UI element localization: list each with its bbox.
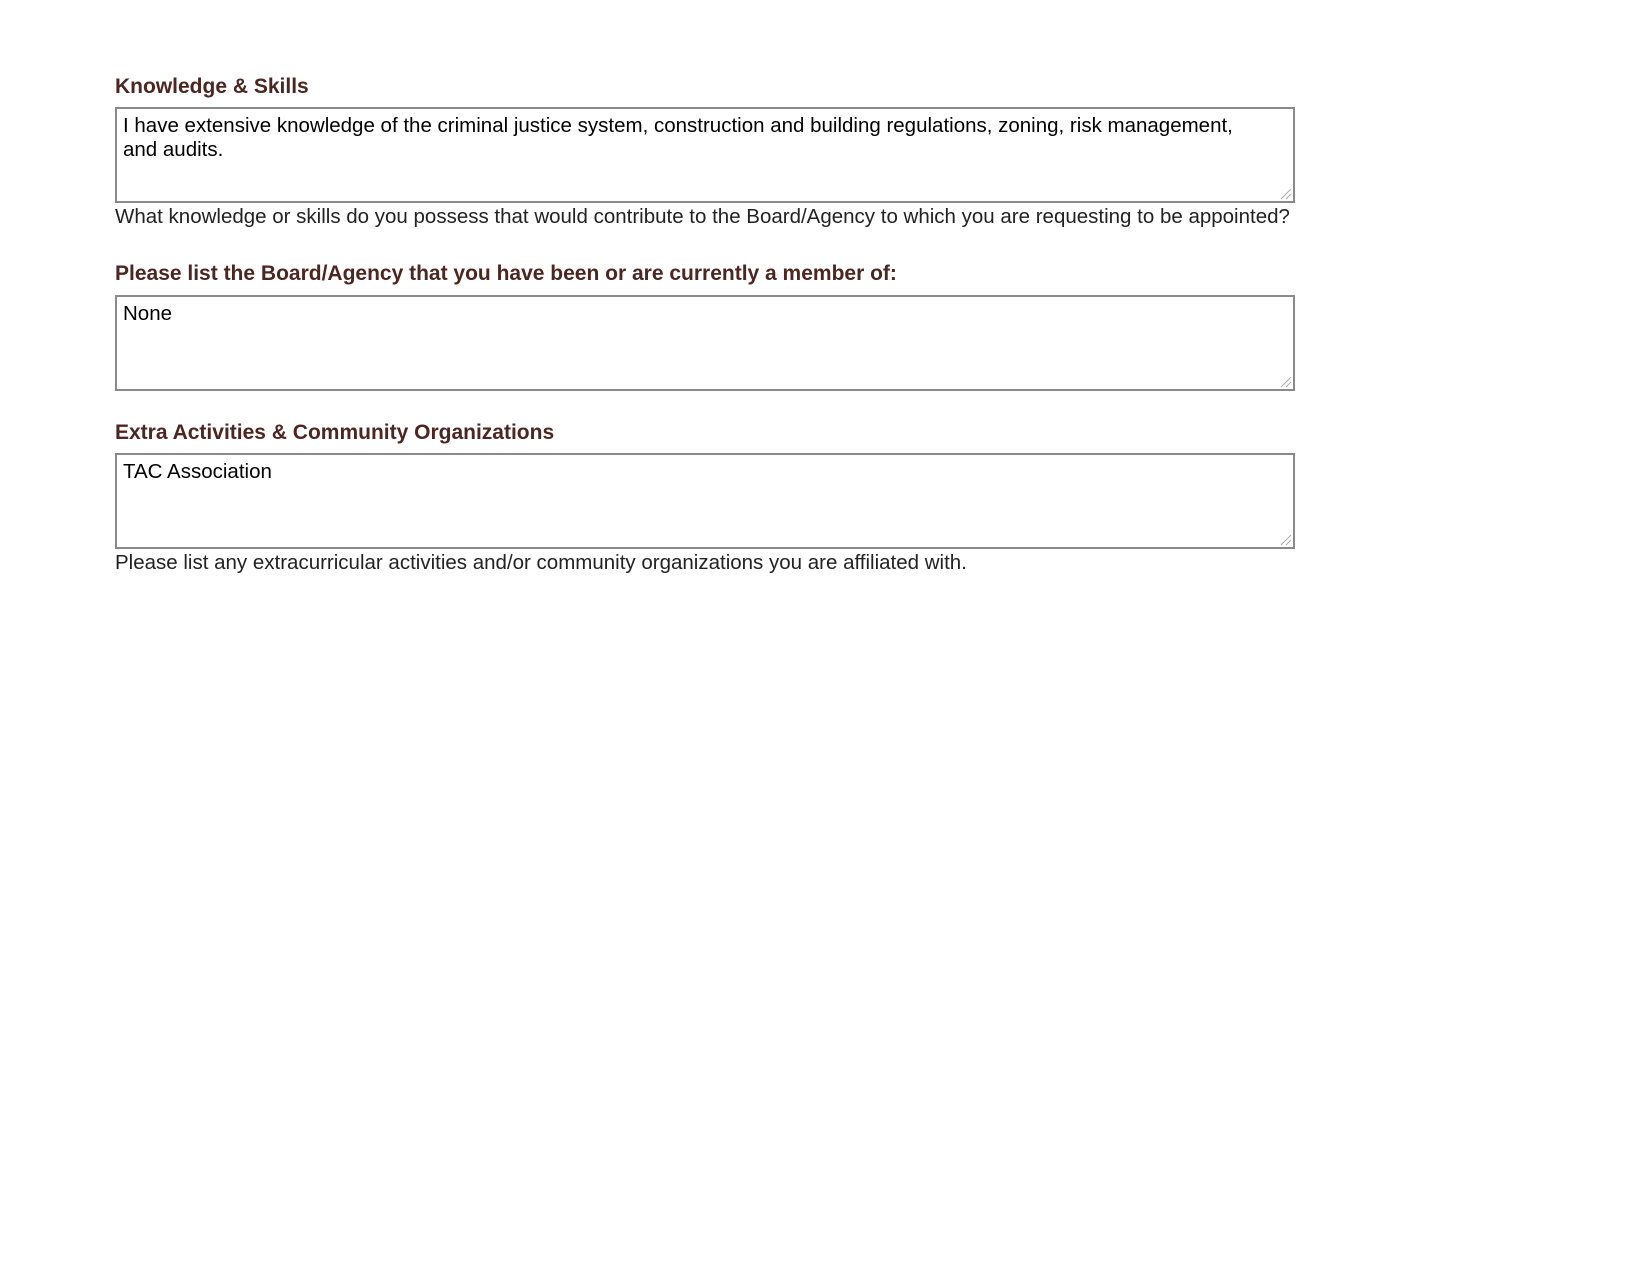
knowledge-skills-help-text: What knowledge or skills do you possess that would contribute to the Board/Agency to which you are requesting to be appointed? [115, 205, 1290, 228]
boards-agencies-textarea[interactable]: None [115, 295, 1295, 391]
extra-activities-textarea[interactable]: TAC Association [115, 453, 1295, 549]
extra-activities-label: Extra Activities & Community Organizations [115, 421, 555, 444]
resize-handle-icon[interactable] [1278, 186, 1292, 200]
knowledge-skills-label: Knowledge & Skills [115, 75, 309, 98]
extra-activities-help-text: Please list any extracurricular activities and/or community organizations you are affiliated with. [115, 551, 967, 574]
knowledge-skills-textarea[interactable]: I have extensive knowledge of the criminal justice system, construction and building regulations, zoning, risk management, and audits. [115, 107, 1295, 203]
boards-agencies-label: Please list the Board/Agency that you have been or are currently a member of: [115, 262, 897, 285]
resize-handle-icon[interactable] [1278, 532, 1292, 546]
resize-handle-icon[interactable] [1278, 374, 1292, 388]
